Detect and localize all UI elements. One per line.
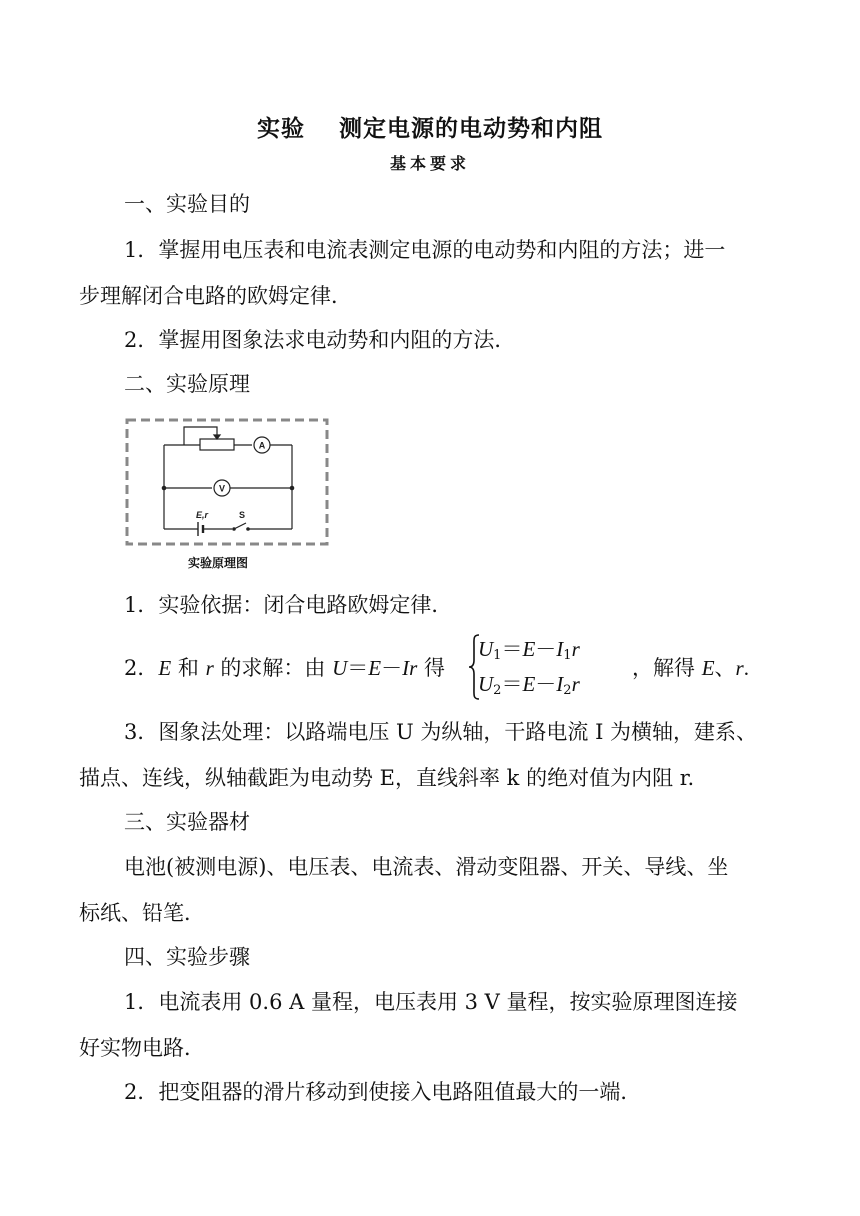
junction-dot bbox=[162, 486, 167, 491]
rheostat-icon bbox=[200, 439, 234, 450]
circuit-diagram bbox=[124, 417, 330, 547]
equation-2: $U_2=E-I_2r$ bbox=[478, 672, 580, 698]
purpose-item-2: 2．掌握用图象法求电动势和内阻的方法． bbox=[124, 328, 516, 352]
principle-item-2: 2．E 和 r 的求解：由 U＝E－Ir 得 bbox=[124, 656, 445, 680]
page-title bbox=[0, 110, 860, 143]
title-left: 实验 bbox=[257, 115, 305, 142]
battery-label: E,r bbox=[195, 510, 209, 520]
ammeter-label: A bbox=[258, 440, 266, 451]
switch-label: S bbox=[238, 510, 246, 520]
title-right: 测定电源的电动势和内阻 bbox=[339, 115, 603, 142]
step-2: 2．把变阻器的滑片移动到使接入电路阻值最大的一端． bbox=[124, 1080, 642, 1104]
section-heading-equipment: 三、实验器材 bbox=[124, 810, 250, 834]
principle-item-3-line-1: 3．图象法处理：以路端电压 U 为纵轴，干路电流 I 为横轴，建系、 bbox=[124, 720, 758, 744]
principle-item-1: 1．实验依据：闭合电路欧姆定律． bbox=[124, 593, 453, 617]
equation-result: ，解得 E、r. bbox=[632, 656, 749, 680]
step-1-line-1: 1．电流表用 0.6 A 量程，电压表用 3 V 量程，按实验原理图连接 bbox=[124, 990, 738, 1014]
equipment-line-1: 电池(被测电源)、电压表、电流表、滑动变阻器、开关、导线、坐 bbox=[124, 855, 729, 879]
section-heading-steps: 四、实验步骤 bbox=[124, 945, 250, 969]
purpose-item-1-line-1: 1．掌握用电压表和电流表测定电源的电动势和内阻的方法；进一 bbox=[124, 238, 726, 262]
purpose-item-1-line-2: 步理解闭合电路的欧姆定律． bbox=[79, 284, 352, 308]
equipment-line-2: 标纸、铅笔． bbox=[79, 901, 205, 925]
junction-dot bbox=[290, 486, 295, 491]
equation-system bbox=[468, 633, 598, 701]
principle-item-3-line-2: 描点、连线，纵轴截距为电动势 E，直线斜率 k 的绝对值为内阻 r. bbox=[79, 766, 695, 790]
diagram-caption: 实验原理图 bbox=[188, 556, 249, 570]
voltmeter-label: V bbox=[218, 483, 226, 494]
page-subtitle: 基本要求 bbox=[389, 154, 470, 173]
section-heading-principle: 二、实验原理 bbox=[124, 372, 250, 396]
equation-1: $U_1=E-I_1r$ bbox=[478, 637, 580, 663]
step-1-line-2: 好实物电路． bbox=[79, 1036, 205, 1060]
section-heading-purpose: 一、实验目的 bbox=[124, 192, 250, 216]
